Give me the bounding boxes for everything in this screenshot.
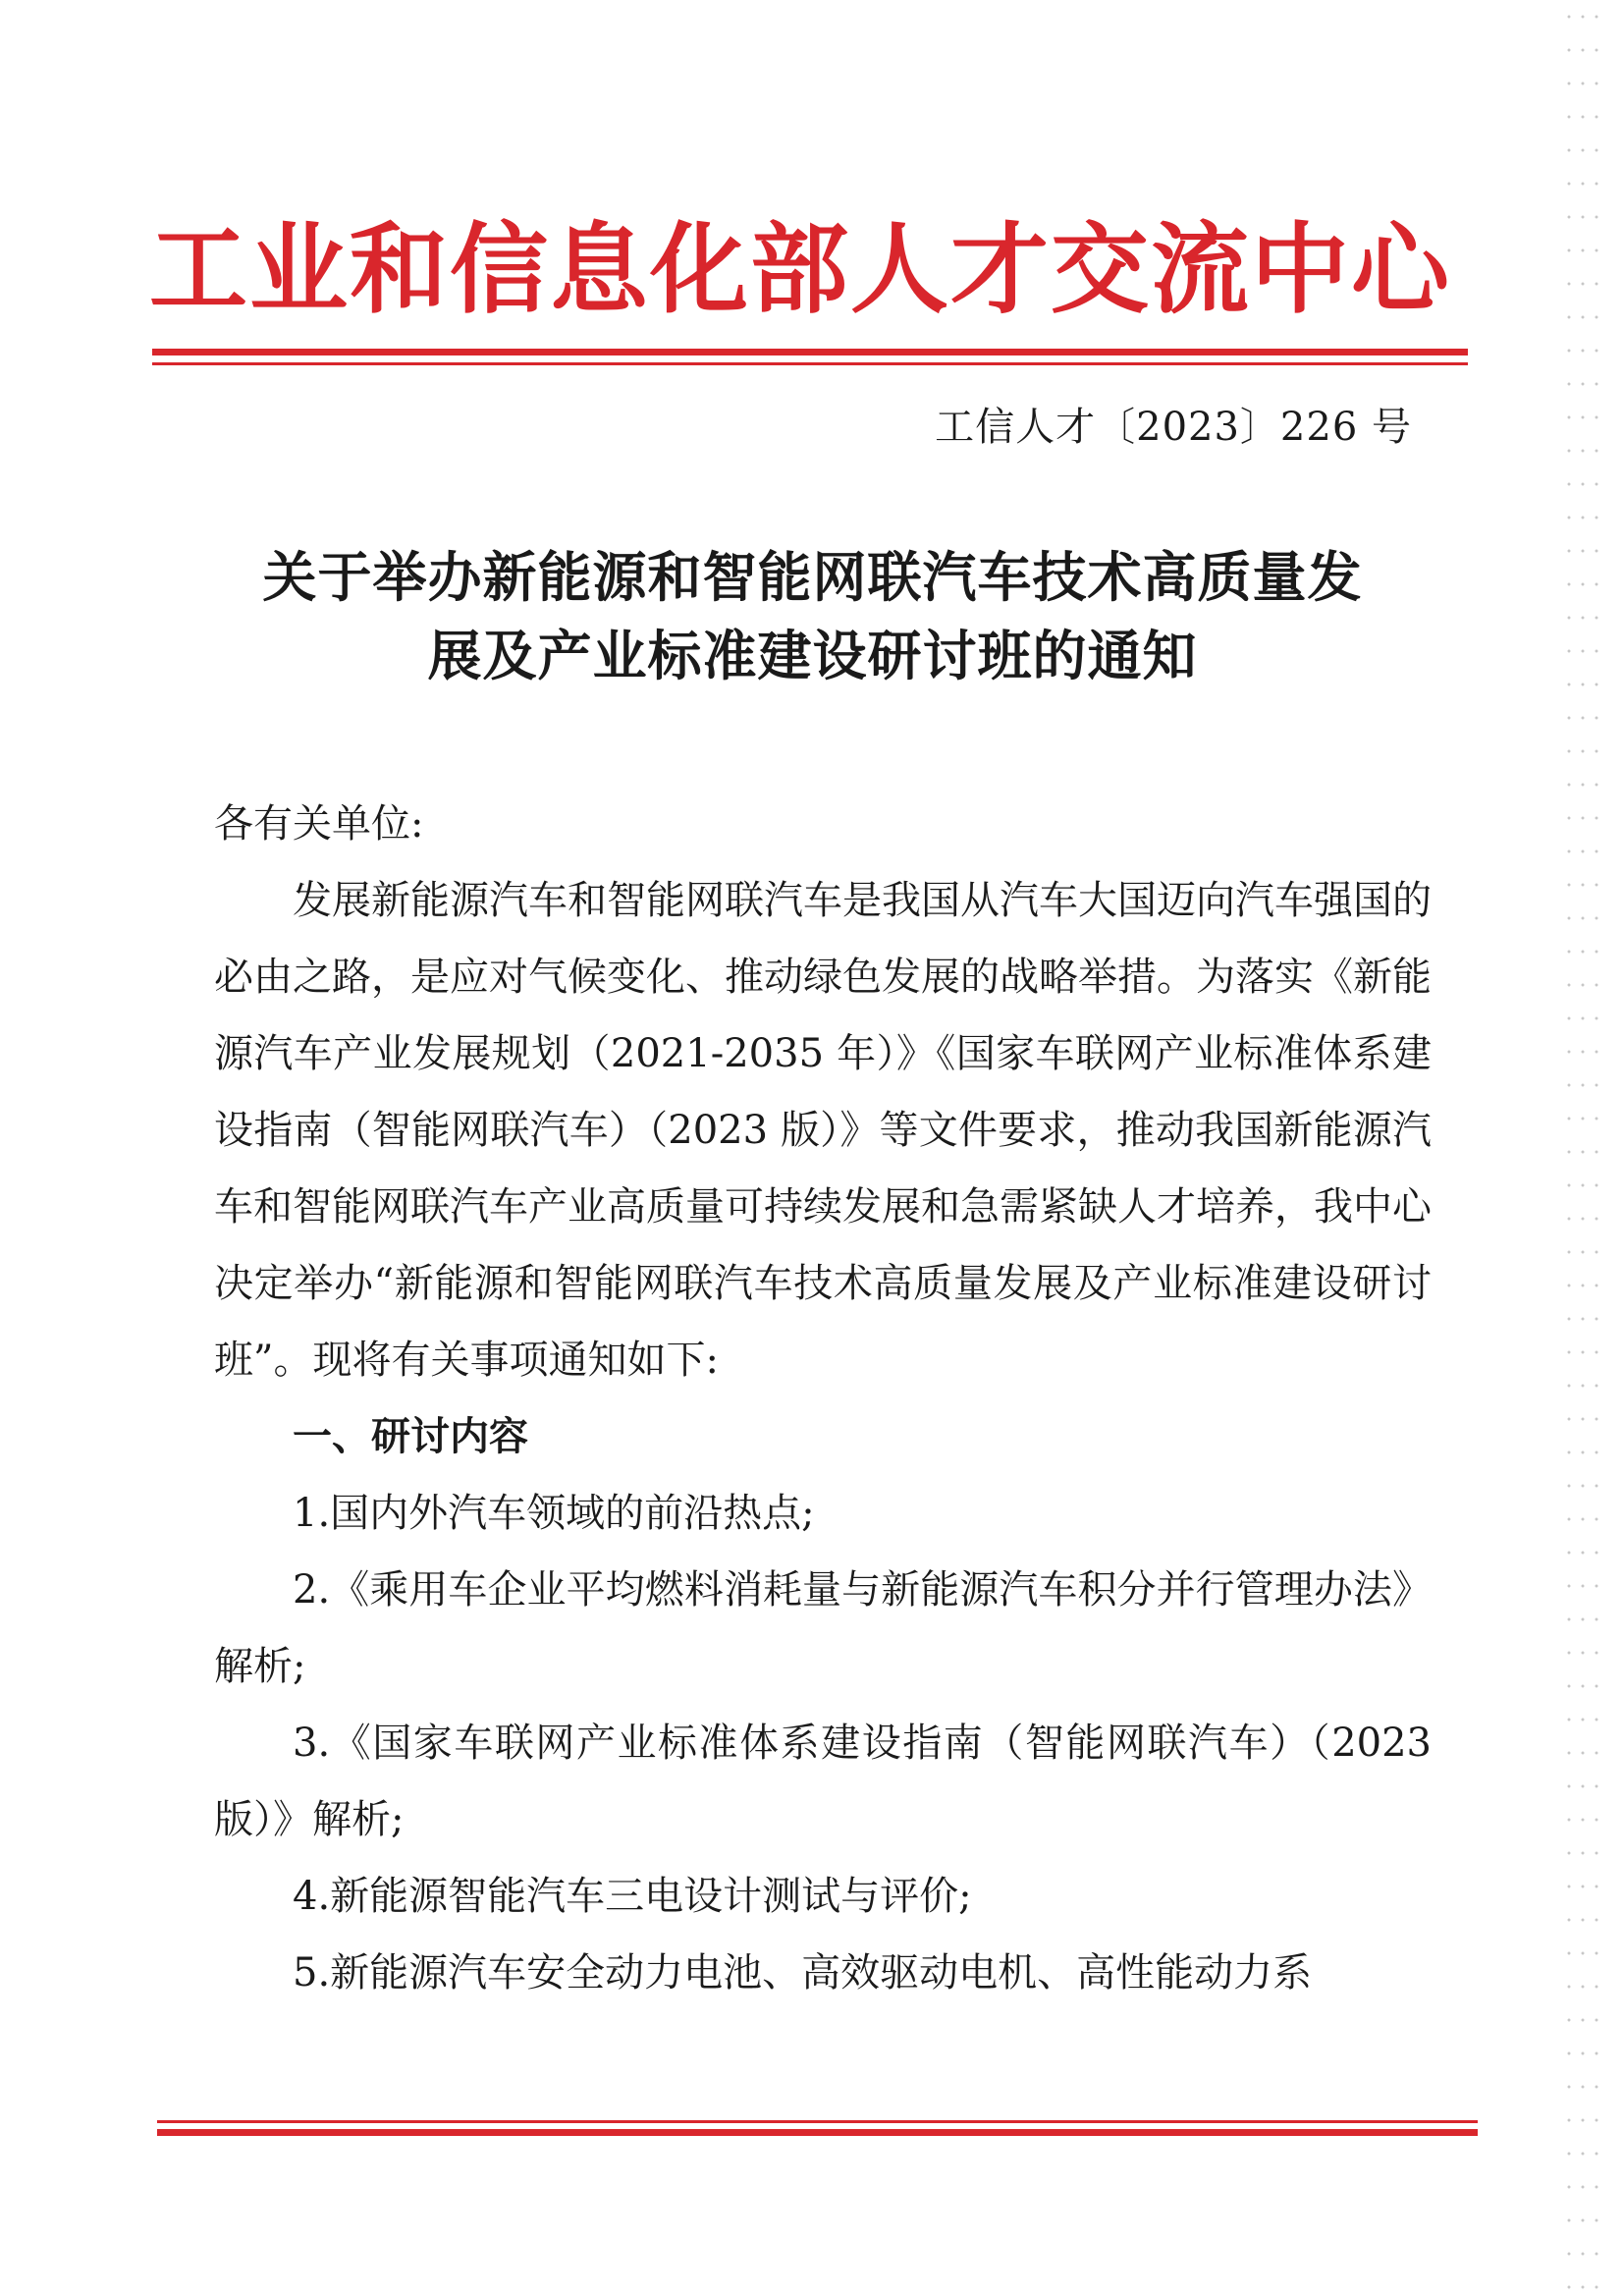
list-item: 3.《国家车联网产业标准体系建设指南（智能网联汽车）（2023 版）》解析; [214,1721,1432,1842]
footer-rule-thick [157,2129,1478,2136]
document-title [187,538,1438,695]
footer-rule-thin [157,2120,1478,2123]
document-body [214,786,1432,2011]
salutation: 各有关单位: [214,801,424,847]
document-title-line-1: 关于举办新能源和智能网联汽车技术高质量发 [262,546,1363,609]
intro-paragraph: 发展新能源汽车和智能网联汽车是我国从汽车大国迈向汽车强国的必由之路，是应对气候变化、推动绿色发展的战略举措。为落实《新能源汽车产业发展规划（2021-2035 年）》《国家车联网产业标准体系建设指南（智能网联汽车）（2023 版）》等文件要求，推动我国新能源汽车和智能网联汽车产业高质量可持续发展和急需紧缺人才培养，我中心决定举办“新能源和智能网联汽车技术高质量发展及产业标准建设研讨班”。现将有关事项通知如下: [214,878,1432,1383]
header-rule-thin [152,362,1468,365]
section-heading: 一、研讨内容 [293,1414,528,1459]
list-item: 1.国内外汽车领域的前沿热点; [293,1491,815,1536]
list-item: 4.新能源智能汽车三电设计测试与评价; [293,1874,972,1919]
document-title-line-2: 展及产业标准建设研讨班的通知 [427,625,1198,687]
organization-header: 工业和信息化部人才交流中心 [149,212,1451,327]
list-item: 2.《乘用车企业平均燃料消耗量与新能源汽车积分并行管理办法》解析; [214,1567,1432,1689]
list-item: 5.新能源汽车安全动力电池、高效驱动电机、高性能动力系 [293,1950,1313,1995]
scan-edge-dots [1562,0,1601,2296]
header-rule-thick [152,349,1468,355]
document-number: 工信人才〔2023〕226 号 [935,405,1412,450]
